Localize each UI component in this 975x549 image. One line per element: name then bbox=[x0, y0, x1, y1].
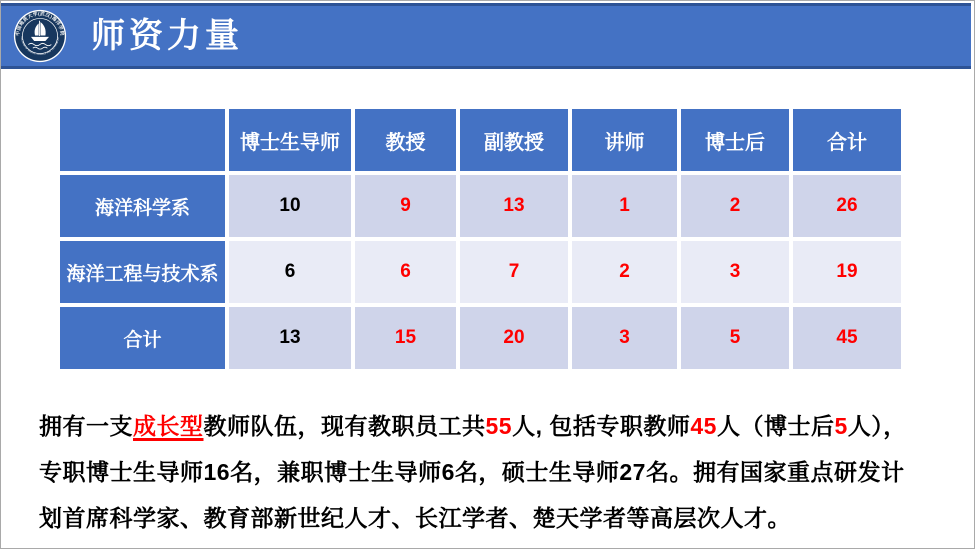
data-cell: 5 bbox=[681, 307, 789, 369]
table-row-marine-science bbox=[60, 175, 901, 237]
header-bar bbox=[1, 3, 971, 69]
text-segment-highlight: 55 bbox=[485, 413, 513, 439]
text-segment-highlight: 成长型 bbox=[133, 413, 204, 439]
table-row-total bbox=[60, 307, 901, 369]
data-cell: 6 bbox=[355, 241, 456, 303]
faculty-table bbox=[56, 105, 905, 373]
column-header-doctoral-supervisor: 博士生导师 bbox=[229, 109, 351, 171]
data-cell: 15 bbox=[355, 307, 456, 369]
column-header-associate-professor: 副教授 bbox=[460, 109, 568, 171]
data-cell: 3 bbox=[572, 307, 677, 369]
row-label: 合计 bbox=[60, 307, 225, 369]
column-header-postdoc: 博士后 bbox=[681, 109, 789, 171]
text-segment: 人（博士后 bbox=[716, 413, 835, 439]
text-segment: 人）， bbox=[847, 413, 907, 439]
data-cell: 6 bbox=[229, 241, 351, 303]
summary-paragraph bbox=[39, 403, 951, 541]
text-segment-highlight: 45 bbox=[690, 413, 717, 439]
text-segment: 拥有一支 bbox=[39, 413, 133, 439]
data-cell: 9 bbox=[355, 175, 456, 237]
text-segment: 专职博士生导师16名，兼职博士生导师6名，硕士生导师27名。拥有国家重点研发计 bbox=[39, 459, 905, 485]
text-segment-highlight: 5 bbox=[834, 413, 848, 439]
column-header-professor: 教授 bbox=[355, 109, 456, 171]
row-label: 海洋工程与技术系 bbox=[60, 241, 225, 303]
data-cell: 2 bbox=[572, 241, 677, 303]
data-cell: 20 bbox=[460, 307, 568, 369]
svg-text:中国地质大学(武汉)海洋学院: 中国地质大学(武汉)海洋学院 bbox=[15, 11, 65, 37]
data-cell: 13 bbox=[229, 307, 351, 369]
data-cell: 13 bbox=[460, 175, 568, 237]
row-label: 海洋科学系 bbox=[60, 175, 225, 237]
text-segment: 人, 包括专职教师 bbox=[512, 413, 691, 439]
data-cell: 45 bbox=[793, 307, 901, 369]
college-logo-icon bbox=[13, 9, 67, 63]
data-cell: 2 bbox=[681, 175, 789, 237]
data-cell: 7 bbox=[460, 241, 568, 303]
column-header-blank bbox=[60, 109, 225, 171]
data-cell: 19 bbox=[793, 241, 901, 303]
page-title: 师资力量 bbox=[91, 17, 243, 55]
svg-text:COLLEGE OF MARINE SCIENCE AND: COLLEGE OF MARINE SCIENCE AND TECHNOLOGY bbox=[20, 36, 60, 56]
data-cell: 10 bbox=[229, 175, 351, 237]
table-row-marine-engineering bbox=[60, 241, 901, 303]
column-header-total: 合计 bbox=[793, 109, 901, 171]
text-segment: 教师队伍，现有教职员工共 bbox=[203, 413, 486, 439]
data-cell: 3 bbox=[681, 241, 789, 303]
data-cell: 1 bbox=[572, 175, 677, 237]
column-header-lecturer: 讲师 bbox=[572, 109, 677, 171]
data-cell: 26 bbox=[793, 175, 901, 237]
table-header-row bbox=[60, 109, 901, 171]
text-segment: 划首席科学家、教育部新世纪人才、长江学者、楚天学者等高层次人才。 bbox=[39, 505, 791, 531]
